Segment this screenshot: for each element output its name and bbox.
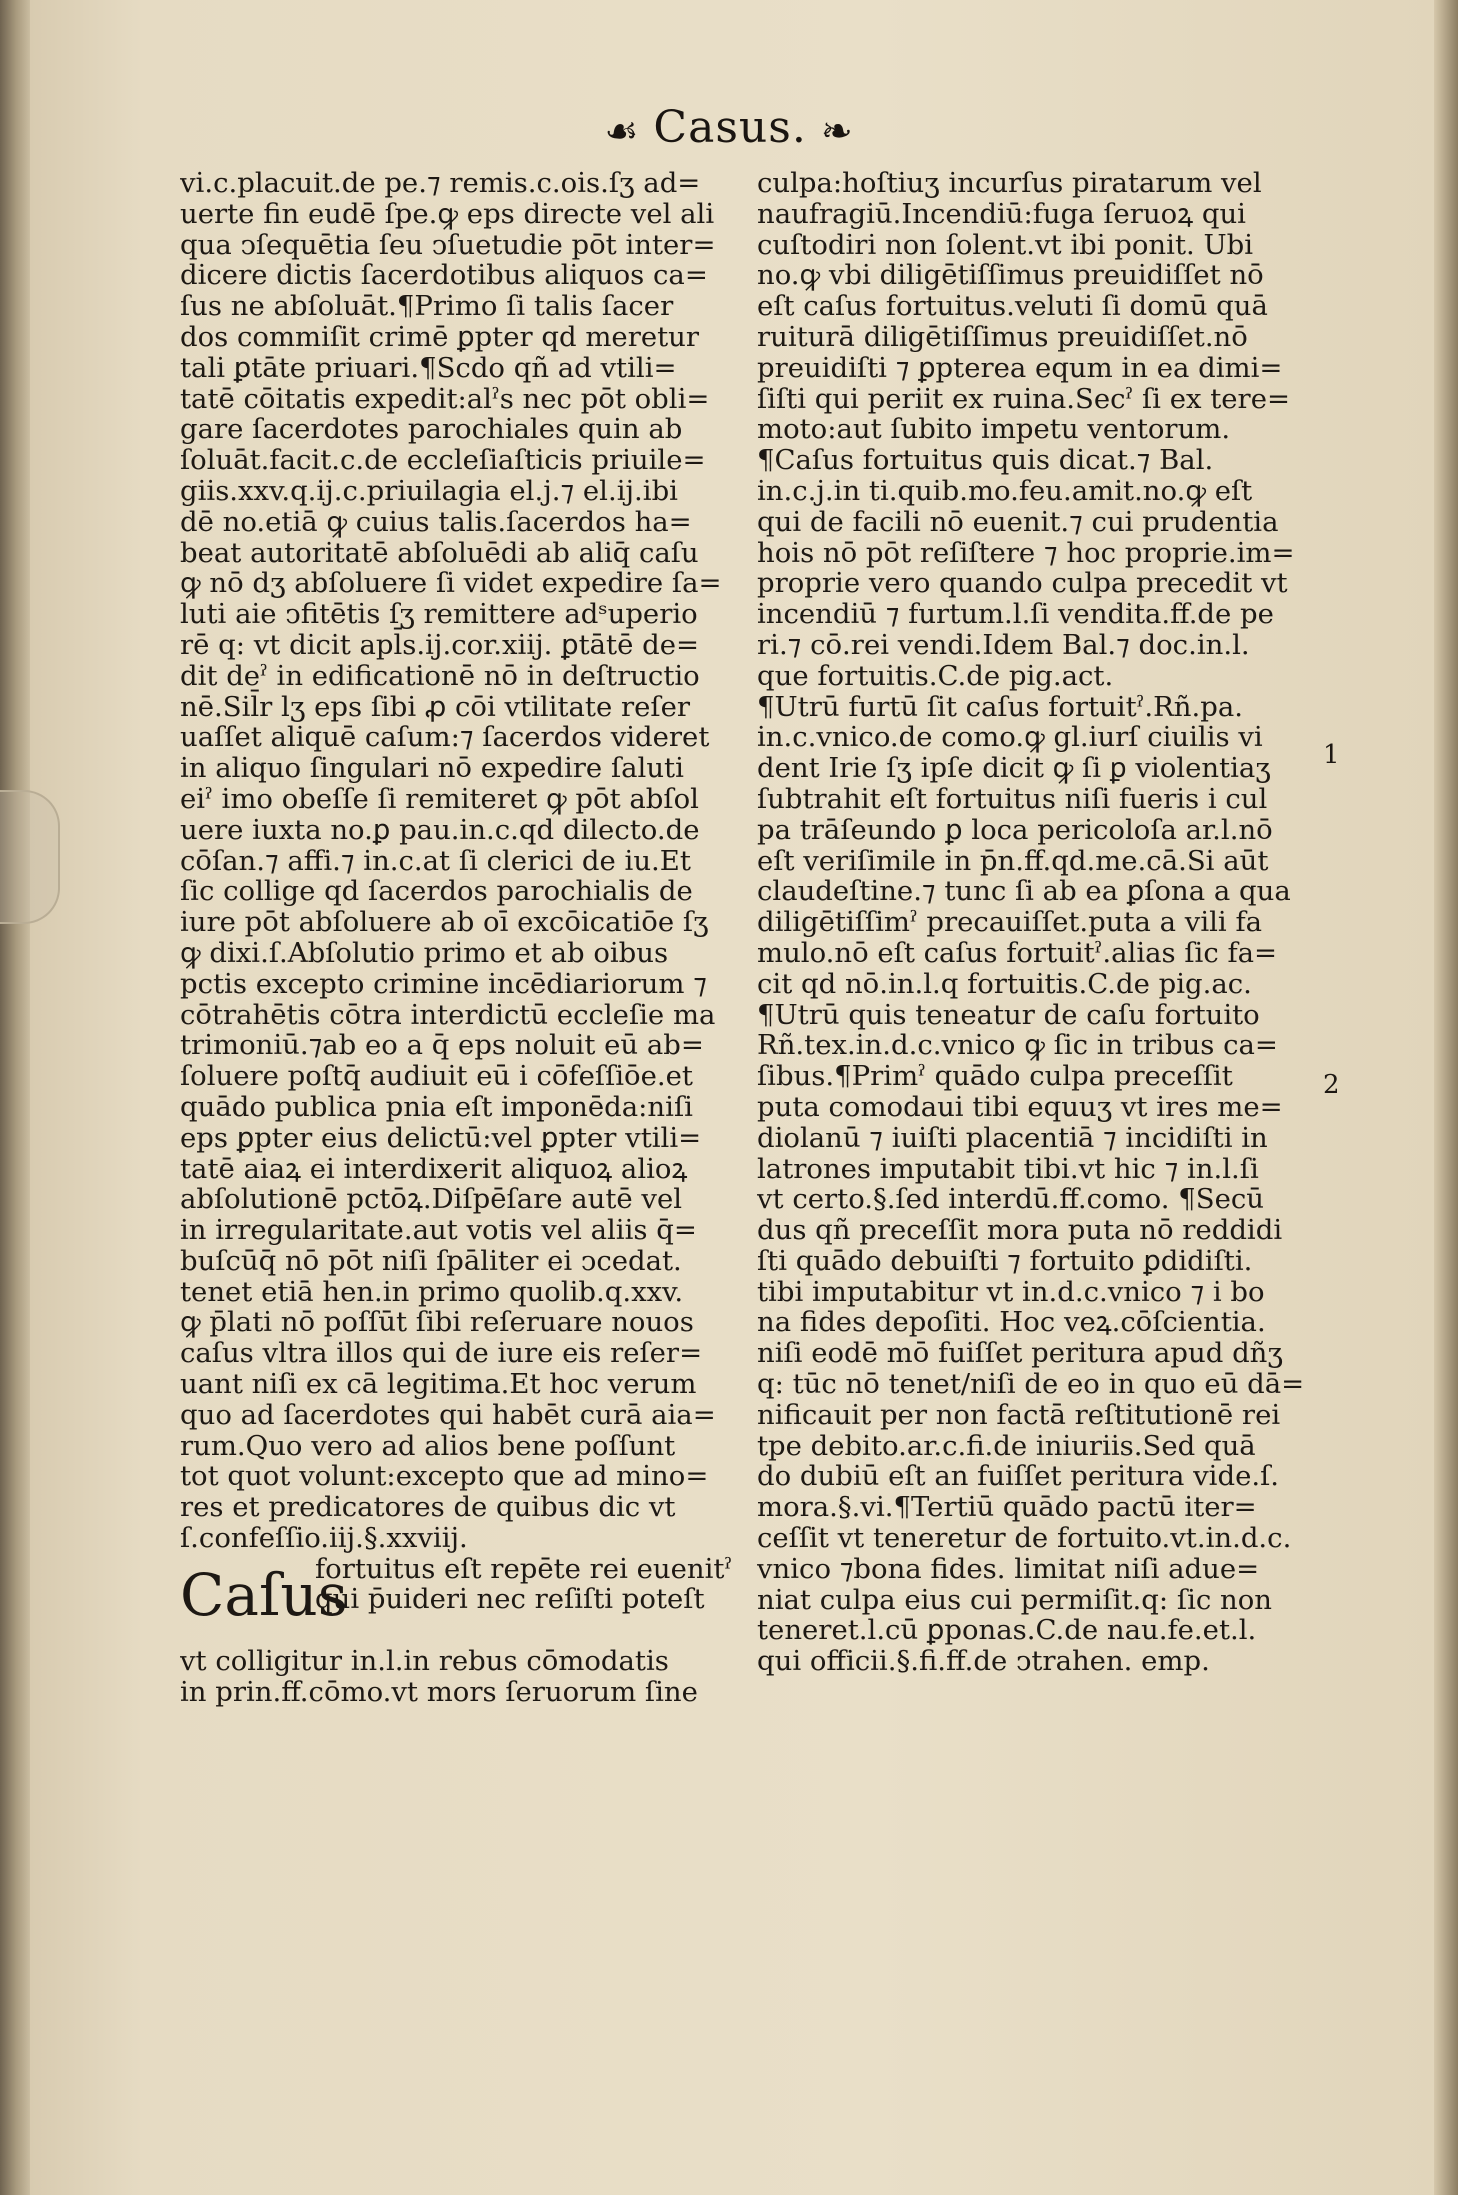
text-line: diolanū ⁊ iuiſti placentiā ⁊ incidiſti in — [757, 1121, 1268, 1154]
text-line: moto:aut ſubito impetu ventorum. — [757, 413, 1231, 446]
text-line: gare ſacerdotes parochiales quin ab — [180, 413, 683, 446]
text-line: in irregularitate.aut votis vel aliis q̄= — [180, 1214, 697, 1247]
text-line: giis.xxv.q.ij.c.priuilagia el.j.⁊ el.ij.ibi — [180, 474, 678, 507]
text-line: dent Irie ſʒ ipſe dicit ꝙ ſi ꝑ violentiaʒ — [757, 752, 1271, 785]
text-line: ſ.confeſſio.iij.§.xxviij. — [180, 1522, 468, 1555]
text-line: Rñ.tex.in.d.c.vnico ꝙ ſic in tribus ca= — [757, 1029, 1278, 1062]
text-line: naufragiū.Incendiū:fuga ſeruoꝝ qui — [757, 197, 1246, 230]
casus-entry-heading — [180, 1554, 740, 1646]
text-line: puta comodaui tibi equuʒ vt ires me= — [757, 1090, 1283, 1123]
text-line: latrones imputabit tibi.vt hic ⁊ in.l.ſi — [757, 1152, 1259, 1185]
text-line: ſoluere poſtq̄ audiuit eū i cōfeſſiōe.et — [180, 1060, 693, 1093]
text-line: qui de facili nō euenit.⁊ cui prudentia — [757, 505, 1279, 538]
text-line: cit qd nō.in.l.q fortuitis.C.de pig.ac. — [757, 967, 1252, 1000]
text-line: tatē cōitatis expedit:alˀs nec pōt obli= — [180, 382, 710, 415]
text-line: dus qñ preceſſit mora puta nō reddidi — [757, 1214, 1283, 1247]
casus-definition-line-2: qui p̄uideri nec reſiſti poteſt — [315, 1582, 705, 1615]
left-text-after — [180, 1646, 740, 1708]
text-line: na fides depoſiti. Hoc veꝝ.cōſcientia. — [757, 1306, 1266, 1339]
text-line: qua ↄſequētia ſeu ↄſuetudie pōt inter= — [180, 228, 716, 261]
text-line: vt certo.§.ſed interdū.ff.como. ¶Secū — [757, 1183, 1264, 1216]
text-line: q: tūc nō tenet/niſi de eo in quo eū dā= — [757, 1368, 1305, 1401]
text-line: in aliquo ſingulari nō expedire ſaluti — [180, 752, 684, 785]
text-line: ¶Caſus fortuitus quis dicat.⁊ Bal. — [757, 444, 1214, 477]
text-line: abſolutionē pctōꝝ.Diſpēſare autē vel — [180, 1183, 683, 1216]
text-line: dicere dictis ſacerdotibus aliquos ca= — [180, 259, 708, 292]
text-line: preuidiſti ⁊ ꝑpterea equm in ea dimi= — [757, 351, 1283, 384]
margin-note-1: 1 — [1323, 740, 1340, 770]
text-line: niat culpa eius cui permiſit.q: ſic non — [757, 1583, 1272, 1616]
text-line: trimoniū.⁊ab eo a q̄ eps noluit eū ab= — [180, 1029, 704, 1062]
text-line: vt colligitur in.l.in rebus cōmodatis — [180, 1644, 669, 1677]
text-line: ſus ne abſoluāt.¶Primo ſi talis ſacer — [180, 290, 674, 323]
text-line: mulo.nō eſt caſus fortuitˀ.alias ſic fa= — [757, 936, 1278, 969]
text-line: tpe debito.ar.c.fi.de iniuriis.Sed quā — [757, 1429, 1256, 1462]
text-line: in.c.vnico.de como.ꝙ gl.iurſ ciuilis vi — [757, 721, 1263, 754]
text-line: dos commiſit crimē ꝑpter qd meretur — [180, 320, 700, 353]
text-line: res et predicatores de quibus dic vt — [180, 1491, 676, 1524]
text-line: ceſſit vt teneretur de fortuito.vt.in.d.c. — [757, 1522, 1292, 1555]
text-line: eſt veriſimile in p̄n.ff.qd.me.cā.Si aūt — [757, 844, 1269, 877]
left-column — [180, 168, 740, 1707]
text-line: teneret.l.cū ꝑponas.C.de nau.fe.et.l. — [757, 1614, 1257, 1647]
text-line: tali ꝑtāte priuari.¶Scdo qñ ad vtili= — [180, 351, 677, 384]
text-line: ri.⁊ cō.rei vendi.Idem Bal.⁊ doc.in.l. — [757, 628, 1250, 661]
text-line: ruiturā diligētiſſimus preuidiſſet.nō — [757, 320, 1248, 353]
text-line: vnico ⁊bona fides. limitat niſi adue= — [757, 1552, 1260, 1585]
left-text-before — [180, 168, 740, 1554]
text-line: uaſſet aliquē caſum:⁊ ſacerdos videret — [180, 721, 710, 754]
text-line: ſibus.¶Primˀ quādo culpa preceſſit — [757, 1060, 1233, 1093]
text-line: in.c.j.in ti.quib.mo.feu.amit.no.ꝙ eſt — [757, 474, 1253, 507]
text-line: rum.Quo vero ad alios bene poſſunt — [180, 1429, 676, 1462]
text-line: buſcūq̄ nō pōt niſi ſpāliter ei ↄcedat. — [180, 1244, 682, 1277]
text-line: cōtrahētis cōtra interdictū eccleſie ma — [180, 998, 716, 1031]
text-line: cōſan.⁊ affi.⁊ in.c.at ſi clerici de iu.Et — [180, 844, 691, 877]
text-line: in prin.ff.cōmo.vt mors ſeruorum ſine — [180, 1675, 698, 1708]
text-line: ¶Utrū quis teneatur de caſu fortuito — [757, 998, 1260, 1031]
casus-initial-word: Caſus — [180, 1560, 348, 1629]
text-line: ꝙ nō dʒ abſoluere ſi videt expedire ſa= — [180, 567, 722, 600]
text-line: tibi imputabitur vt in.d.c.vnico ⁊ i bo — [757, 1275, 1265, 1308]
text-line: do dubiū eſt an fuiſſet peritura vide.ſ. — [757, 1460, 1280, 1493]
text-line: qui officii.§.fi.ff.de ↄtrahen. emp. — [757, 1645, 1210, 1678]
text-line: no.ꝙ vbi diligētiſſimus preuidiſſet nō — [757, 259, 1264, 292]
text-line: culpa:hoſtiuʒ incurſus piratarum vel — [757, 168, 1262, 199]
text-line: vi.c.placuit.de pe.⁊ remis.c.ois.ſʒ ad= — [180, 168, 701, 199]
right-ornament-icon: ❧ — [820, 108, 854, 153]
right-text — [757, 168, 1317, 1677]
text-line: ſic collige qd ſacerdos parochialis de — [180, 875, 693, 908]
text-line: eiˀ imo obeſſe ſi remiteret ꝙ pōt abſol — [180, 782, 699, 815]
page-header — [0, 102, 1458, 153]
right-column — [757, 168, 1317, 1677]
text-line: ſubtrahit eſt fortuitus niſi fueris i cul — [757, 782, 1268, 815]
text-line: dit deˀ in edificationē nō in deſtructio — [180, 659, 700, 692]
text-line: hois nō pōt reſiſtere ⁊ hoc proprie.im= — [757, 536, 1295, 569]
text-line: dē no.etiā ꝙ cuius talis.ſacerdos ha= — [180, 505, 692, 538]
running-title: Casus. — [653, 102, 807, 153]
text-line: tot quot volunt:excepto que ad mino= — [180, 1460, 709, 1493]
text-line: eſt caſus fortuitus.veluti ſi domū quā — [757, 290, 1268, 323]
text-line: uere iuxta no.ꝑ pau.in.c.qd dilecto.de — [180, 813, 700, 846]
text-line: nē.Sil̄r lʒ eps ſibi ꝓ cōi vtilitate reſer — [180, 690, 690, 723]
text-line: nificauit per non factā reſtitutionē rei — [757, 1398, 1281, 1431]
text-line: ꝙ dixi.ſ.Abſolutio primo et ab oibus — [180, 936, 669, 969]
page-edge — [1434, 0, 1458, 2195]
text-line: pa trāſeundo ꝑ loca pericoloſa ar.l.nō — [757, 813, 1273, 846]
text-line: eps ꝑpter eius delictū:vel ꝑpter vtili= — [180, 1121, 702, 1154]
text-line: quo ad ſacerdotes qui habēt curā aia= — [180, 1398, 716, 1431]
casus-definition-line-1: fortuitus eſt repēte rei euenitˀ — [315, 1552, 733, 1585]
left-ornament-icon: ☙ — [604, 108, 640, 153]
text-line: claudeſtine.⁊ tunc ſi ab ea ꝑſona a qua — [757, 875, 1291, 908]
text-line: tatē aiaꝝ ei interdixerit aliquoꝝ alioꝝ — [180, 1152, 688, 1185]
text-line: caſus vltra illos qui de iure eis reſer= — [180, 1337, 703, 1370]
text-line: mora.§.vi.¶Tertiū quādo pactū iter= — [757, 1491, 1257, 1524]
text-line: rē q: vt dicit apl̄s.ij.cor.xiij. ꝑtātē de= — [180, 628, 700, 661]
text-line: ꝙ p̄lati nō poſſūt ſibi reſeruare nouos — [180, 1306, 694, 1339]
text-line: incendiū ⁊ furtum.l.ſi vendita.ff.de pe — [757, 598, 1274, 631]
text-line: niſi eodē mō fuiſſet peritura apud dñʒ — [757, 1337, 1283, 1370]
text-line: diligētiſſimˀ precauiſſet.puta a vili fa — [757, 906, 1263, 939]
text-line: pctis excepto crimine incēdiariorum ⁊ — [180, 967, 707, 1000]
text-line: iure pōt abſoluere ab oī excōicatiōe ſʒ — [180, 906, 709, 939]
margin-note-2: 2 — [1323, 1070, 1340, 1100]
text-line: ſti quādo debuiſti ⁊ fortuito ꝑdidiſti. — [757, 1244, 1253, 1277]
text-line: ſoluāt.facit.c.de eccleſiaſticis priuile= — [180, 444, 706, 477]
text-line: uant niſi ex cā legitima.Et hoc verum — [180, 1368, 697, 1401]
text-line: proprie vero quando culpa precedit vt — [757, 567, 1288, 600]
text-line: beat autoritatē abſoluēdi ab aliq̄ caſu — [180, 536, 699, 569]
text-line: cuſtodiri non ſolent.vt ibi ponit. Ubi — [757, 228, 1254, 261]
text-line: ſiſti qui periit ex ruina.Secˀ ſi ex tere= — [757, 382, 1291, 415]
text-line: luti aie ↄfitētis ſʒ remittere adˢuperio — [180, 598, 698, 631]
text-line: uerte fin eudē ſpe.ꝙ eps directe vel ali — [180, 197, 715, 230]
page-tab-marker — [0, 790, 60, 924]
text-line: quādo publica pnia eſt imponēda:niſi — [180, 1090, 693, 1123]
text-line: que fortuitis.C.de pig.act. — [757, 659, 1114, 692]
text-line: ¶Utrū furtū ſit caſus fortuitˀ.Rñ.pa. — [757, 690, 1244, 723]
text-line: tenet etiā hen.in primo quolib.q.xxv. — [180, 1275, 684, 1308]
